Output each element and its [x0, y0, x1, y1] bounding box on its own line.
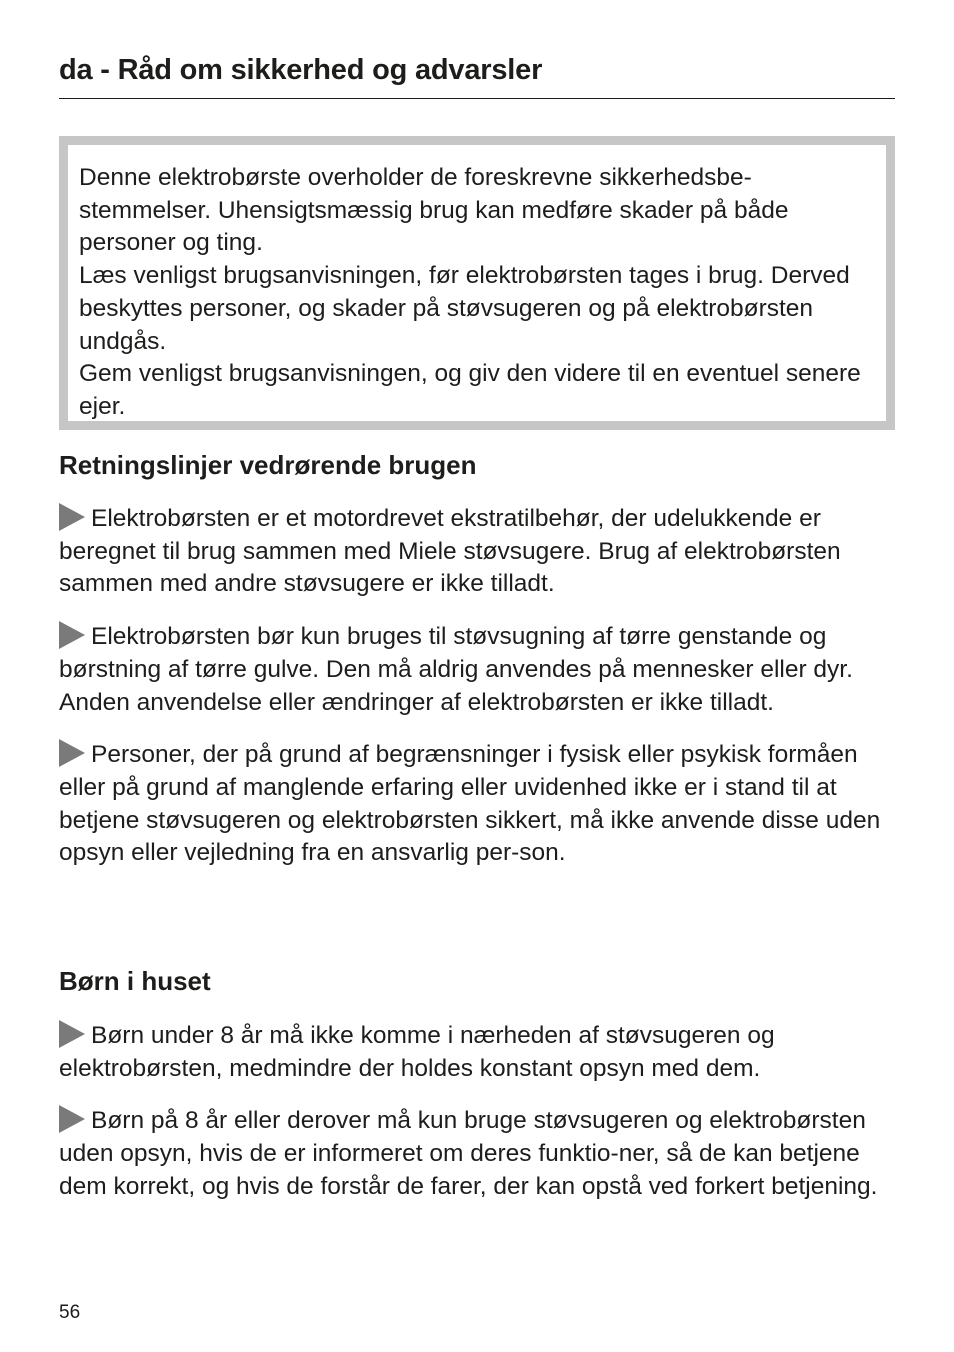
bullet-text: Børn under 8 år må ikke komme i nærheden af støvsugeren og elektrobørsten, medmindre der holdes konstant opsyn med dem. [59, 1022, 775, 1082]
notice-paragraph: Denne elektrobørste overholder de foreskrevne sikkerhedsbe-stemmelser. Uhensigtsmæssig brug kan medføre skader på både personer og ting. [79, 164, 789, 257]
page-title: da - Råd om sikkerhed og advarsler [59, 54, 543, 86]
bullet-item [59, 1105, 899, 1203]
arrow-right-icon [59, 1020, 85, 1048]
page-header [59, 52, 895, 99]
arrow-right-icon [59, 739, 85, 767]
bullet-text: Elektrobørsten er et motordrevet ekstratilbehør, der udelukkende er beregnet til brug sammen med Miele støvsugere. Brug af elektrobørsten sammen med andre støvsugere er ikke tilladt. [59, 505, 841, 598]
bullet-text: Børn på 8 år eller derover må kun bruge støvsugeren og elektrobørsten uden opsyn, hvis de er informeret om deres funktio-ner, så de kan betjene dem korrekt, og hvis de forstår de farer, der kan opstå ved forkert betjening. [59, 1107, 878, 1200]
section-heading: Retningslinjer vedrørende brugen [59, 450, 477, 480]
arrow-right-icon [59, 503, 85, 531]
notice-paragraph: Gem venligst brugsanvisningen, og giv den videre til en eventuel senere ejer. [79, 360, 861, 420]
bullet-item [59, 503, 899, 601]
arrow-right-icon [59, 621, 85, 649]
arrow-right-icon [59, 1105, 85, 1133]
page-number: 56 [59, 1302, 81, 1323]
bullet-text: Personer, der på grund af begrænsninger i fysisk eller psykisk formåen eller på grund af manglende erfaring eller uvidenhed ikke er i stand til at betjene støvsugeren og elektrobørsten sikkert, må ikke anvende disse uden opsyn eller vejledning fra en ansvarlig per-son. [59, 741, 881, 867]
bullet-item [59, 1020, 899, 1085]
safety-notice-box [59, 136, 895, 430]
bullet-text: Elektrobørsten bør kun bruges til støvsugning af tørre genstande og børstning af tørre gulve. Den må aldrig anvendes på mennesker eller dyr. Anden anvendelse eller ændringer af elektrobørsten er ikke tilladt. [59, 623, 853, 716]
notice-paragraph: Læs venligst brugsanvisningen, før elektrobørsten tages i brug. Derved beskyttes personer, og skader på støvsugeren og på elektrobørsten undgås. [79, 262, 850, 355]
section-usage-guidelines [59, 450, 899, 870]
section-children [59, 966, 899, 1204]
bullet-item [59, 739, 899, 870]
section-heading: Børn i huset [59, 966, 211, 996]
bullet-item [59, 621, 899, 719]
